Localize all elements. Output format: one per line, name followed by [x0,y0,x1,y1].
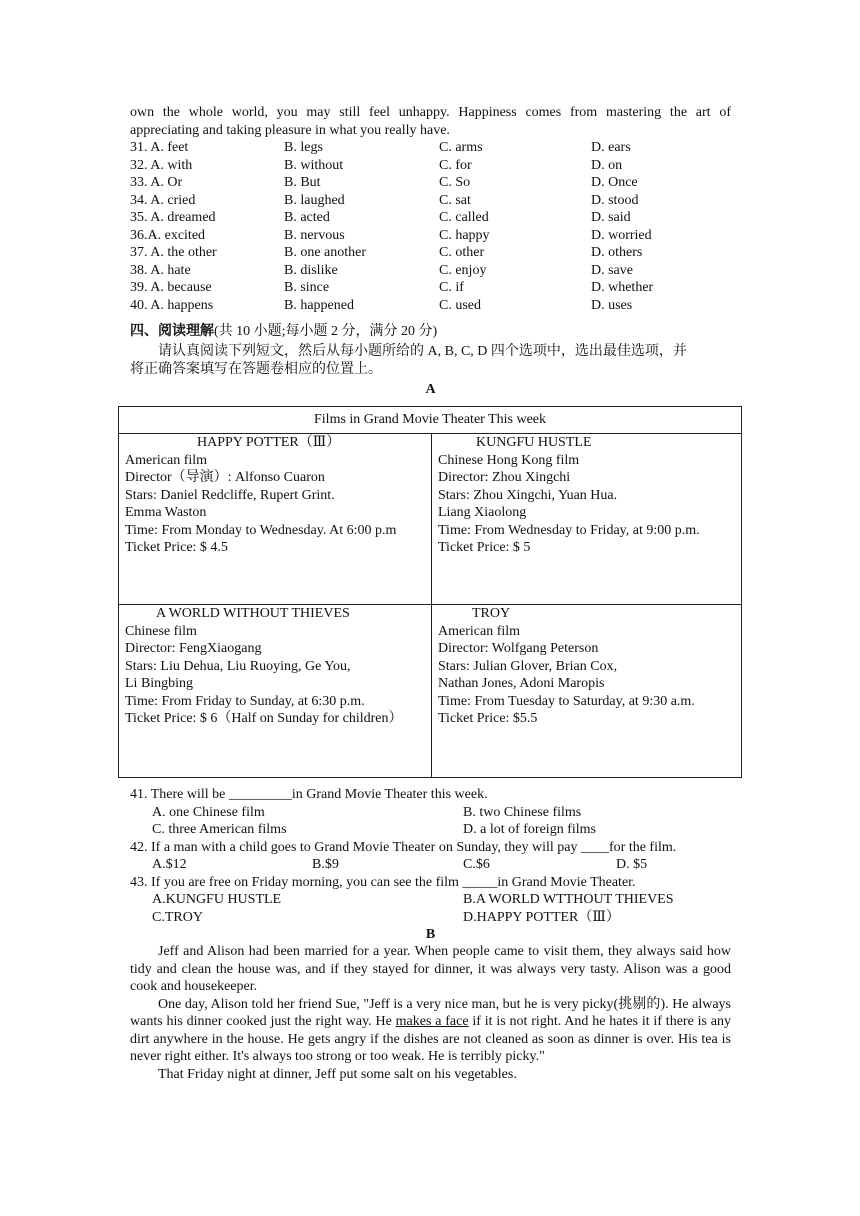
film-detail: Ticket Price: $ 6（Half on Sunday for children） [125,711,403,726]
film-detail: Time: From Friday to Sunday, at 6:30 p.m. [125,693,365,709]
film-cell [119,434,432,605]
film-cell [432,605,742,778]
film-detail: Time: From Tuesday to Saturday, at 9:30 a.m. [438,693,695,709]
film-detail: Emma Waston [125,505,207,520]
film-detail: Stars: Julian Glover, Brian Cox, [438,658,618,674]
passage-paragraph-1: Jeff and Alison had been married for a year. When people came to visit them, they always said how tidy and clean the house was, and if they stayed for dinner, it was always very tasty. Alison was a good cook and housekeeper. [130,944,731,994]
option-a: 37. A. the other [130,245,217,260]
option-c: C. enjoy [439,262,487,278]
option-d: D. whether [591,280,654,295]
option-d: D. ears [591,140,631,155]
option-a: 40. A. happens [130,297,214,313]
instruction-line-1: 请认真阅读下列短文，然后从每小题所给的 A, B, C, D 四个选项中，选出最佳选项，并 [158,344,687,359]
film-detail: Stars: Liu Dehua, Liu Ruoying, Ge You, [125,658,351,674]
film-detail: Stars: Daniel Redcliffe, Rupert Grint. [125,487,335,503]
option-b: B. without [284,157,344,173]
option-b: B. laughed [284,192,345,208]
part-a-label: A [425,382,436,397]
cloze-option-row [130,139,731,157]
question-43-options-row [130,909,731,927]
option-a: A.$12 [152,857,187,872]
instruction-line-2: 将正确答案填写在答题卷相应的位置上。 [130,361,382,377]
option-b: B. nervous [284,227,345,243]
paragraph-text: One day, Alison told her friend Sue, "Jeff is a very nice man, but he is very picky(挑剔的). He always wants his dinner cooked just the right way. He [130,996,731,1029]
question-42-options-row [130,856,731,874]
film-detail: Li Bingbing [125,676,194,691]
option-c: C. happy [439,227,490,243]
intro-line-2: appreciating and taking pleasure in what you really have. [130,122,450,138]
cloze-option-row [130,279,731,297]
section-title-note: (共 10 小题;每小题 2 分，满分 20 分) [214,324,438,339]
option-d: D. said [591,210,631,225]
film-detail: Liang Xiaolong [438,505,527,520]
film-detail: Ticket Price: $ 4.5 [125,540,228,555]
question-41-options-row [130,804,731,822]
film-title: A WORLD WITHOUT THIEVES [156,606,350,621]
underlined-phrase: makes a face [395,1014,469,1029]
cloze-option-row [130,174,731,192]
option-b: B. two Chinese films [463,804,582,820]
cloze-option-row [130,262,731,280]
passage-b [130,926,731,1083]
option-b: B. dislike [284,262,338,278]
option-d: D. save [591,262,633,278]
question-43-stem: 43. If you are free on Friday morning, you can see the film _____in Grand Movie Theater. [130,874,636,890]
cloze-option-row [130,297,731,315]
option-c: C. called [439,210,489,225]
passage-paragraph-3: That Friday night at dinner, Jeff put some salt on his vegetables. [158,1066,517,1082]
cloze-options-list [130,139,731,314]
option-d: D. uses [591,297,633,313]
option-b: B.$9 [312,857,339,872]
option-c: C. arms [439,140,483,155]
option-b: B. since [284,280,330,295]
option-d: D. Once [591,175,638,190]
option-b: B. one another [284,245,367,260]
option-d: D. others [591,245,643,260]
cloze-option-row [130,227,731,245]
question-41-options-row [130,821,731,839]
option-a: 33. A. Or [130,175,183,190]
question-41-stem: 41. There will be _________in Grand Movie Theater this week. [130,787,488,802]
option-d: D. on [591,157,623,173]
film-detail: Stars: Zhou Xingchi, Yuan Hua. [438,487,618,503]
film-detail: Director: Zhou Xingchi [438,470,571,485]
films-table [118,406,742,778]
paragraph-text: if it is not right. And he hates it if there is any dirt anywhere in the house. He gets angry if the dishes are not cleaned as soon as dinner is over. His tea is never right either. It's always too strong or too weak. He is terribly picky." [130,1014,731,1064]
option-a: 35. A. dreamed [130,210,216,225]
film-detail: Time: From Monday to Wednesday. At 6:00 p.m [125,522,397,538]
film-detail: Ticket Price: $ 5 [438,540,531,555]
cloze-option-row [130,244,731,262]
film-title: KUNGFU HUSTLE [476,435,592,450]
passage-paragraph-2 [130,996,731,1066]
option-b: B. happened [284,297,354,313]
film-detail: Director（导演）: Alfonso Cuaron [125,470,325,485]
option-c: C. three American films [152,822,287,837]
cloze-section [130,104,731,398]
film-detail: Time: From Wednesday to Friday, at 9:00 p.m. [438,522,700,538]
films-table-heading: Films in Grand Movie Theater This week [119,407,742,434]
intro-line-1: own the whole world, you may still feel unhappy. Happiness comes from mastering the art of [130,105,731,120]
cloze-option-row [130,209,731,227]
film-detail: Director: FengXiaogang [125,641,262,656]
option-d: D. a lot of foreign films [463,822,596,837]
option-a: 32. A. with [130,157,193,173]
option-a: 38. A. hate [130,262,191,278]
film-detail: Chinese film [125,623,197,639]
option-a: A.KUNGFU HUSTLE [152,892,282,907]
option-a: 31. A. feet [130,140,189,155]
film-detail: Ticket Price: $5.5 [438,711,538,726]
option-c: C. for [439,157,472,173]
cloze-option-row [130,192,731,210]
option-c: C. used [439,297,481,313]
option-b: B.A WORLD WTTHOUT THIEVES [463,892,674,907]
option-b: B. But [284,175,321,190]
option-c: C.$6 [463,857,490,872]
option-c: C.TROY [152,909,203,925]
question-43-options-row [130,891,731,909]
option-c: C. if [439,280,464,295]
cloze-option-row [130,157,731,175]
film-cell [119,605,432,778]
film-detail: American film [125,452,208,468]
film-detail: Chinese Hong Kong film [438,452,580,468]
option-d: D. stood [591,192,639,208]
option-c: C. sat [439,192,471,208]
section-title: 四、阅读理解 [130,324,214,339]
film-detail: Nathan Jones, Adoni Maropis [438,676,605,691]
option-c: C. So [439,175,471,190]
part-b-label: B [425,927,436,942]
option-a: 34. A. cried [130,192,196,208]
film-cell [432,434,742,605]
film-title: HAPPY POTTER（Ⅲ） [197,435,341,450]
option-a: A. one Chinese film [152,804,265,820]
option-d: D.HAPPY POTTER（Ⅲ） [463,909,620,925]
questions-section [130,786,731,926]
option-b: B. acted [284,210,330,225]
film-detail: American film [438,623,521,639]
option-b: B. legs [284,140,323,155]
question-42-stem: 42. If a man with a child goes to Grand Movie Theater on Sunday, they will pay ____for the film. [130,839,677,855]
section-heading [130,323,731,341]
film-title: TROY [472,606,511,621]
option-d: D. worried [591,227,652,243]
option-d: D. $5 [616,857,648,872]
option-a: 39. A. because [130,280,212,295]
film-detail: Director: Wolfgang Peterson [438,641,599,656]
option-a: 36.A. excited [130,227,206,243]
option-c: C. other [439,245,485,260]
